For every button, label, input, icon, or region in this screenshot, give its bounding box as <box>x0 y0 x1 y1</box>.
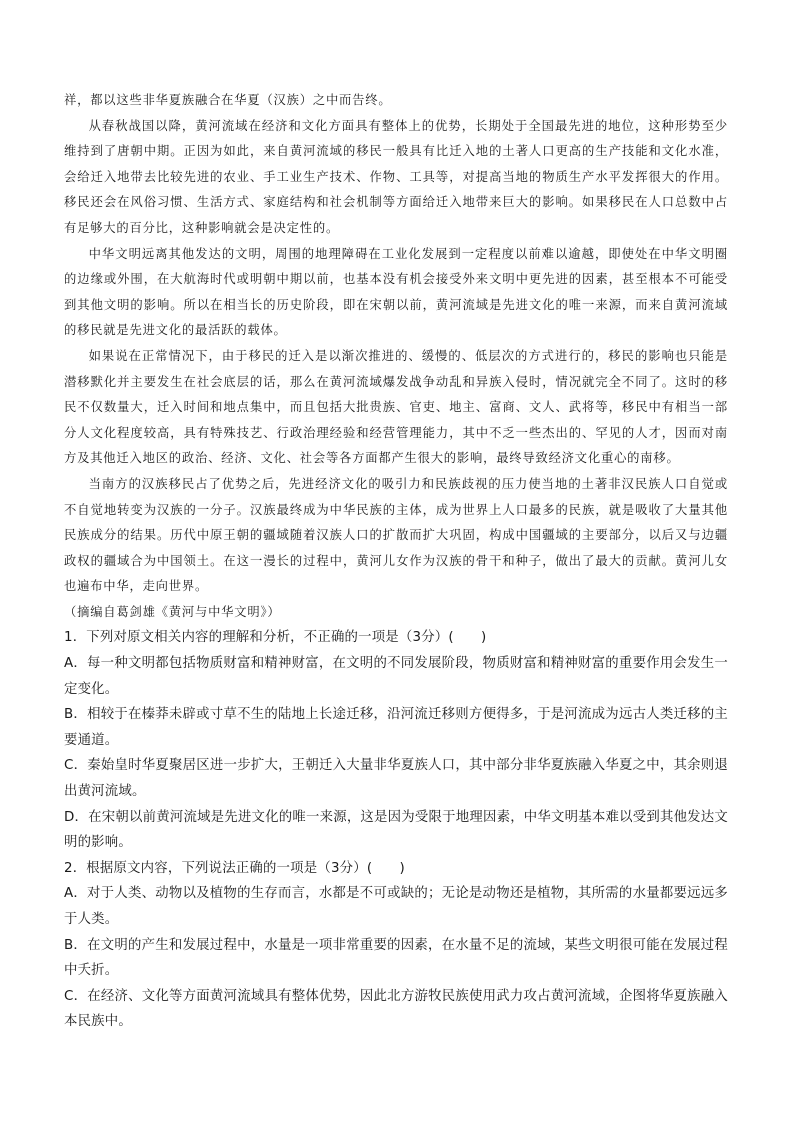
passage-source: （摘编自葛剑雄《黄河与中华文明》） <box>64 604 281 619</box>
passage-paragraph: 从春秋战国以降，黄河流域在经济和文化方面具有整体上的优势，长期处于全国最先进的地位，这种形势至少维持到了唐朝中期。正因为如此，来自黄河流域的移民一般具有比迁入地的土著人口更高的生产技能和文化水准，会给迁入地带去比较先进的农业、手工业生产技术、作物、工具等，对提高当地的物质生产水平发挥很大的作用。移民还会在风俗习惯、生活方式、家庭结构和社会机制等方面给迁入地带来巨大的影响。如果移民在人口总数中占有足够大的百分比，这种影响就会是决定性的。 <box>64 118 728 235</box>
passage-paragraph: 当南方的汉族移民占了优势之后，先进经济文化的吸引力和民族歧视的压力使当地的土著非汉民族人口自觉或不自觉地转变为汉族的一分子。汉族最终成为中华民族的主体，成为世界上人口最多的民族，就是吸收了大量其他民族成分的结果。历代中原王朝的疆域随着汉族人口的扩散而扩大巩固，构成中国疆域的主要部分，以后又与边疆政权的疆域合为中国领土。在这一漫长的过程中，黄河儿女作为汉族的骨干和种子，做出了最大的贡献。黄河儿女也遍布中华，走向世界。 <box>64 476 728 594</box>
question-option-a[interactable]: A．对于人类、动物以及植物的生存而言，水都是不可或缺的；无论是动物还是植物，其所需的水量都要远远多于人类。 <box>64 886 728 927</box>
question-option-c[interactable]: C．秦始皇时华夏聚居区进一步扩大，王朝迁入大量非华夏族人口，其中部分非华夏族融入华夏之中，其余则退出黄河流域。 <box>64 758 728 800</box>
passage-paragraph: 如果说在正常情况下，由于移民的迁入是以渐次推进的、缓慢的、低层次的方式进行的，移民的影响也只能是潜移默化并主要发生在社会底层的话，那么在黄河流域爆发战争动乱和异族入侵时，情况就完全不同了。这时的移民不仅数量大，迁入时间和地点集中，而且包括大批贵族、官吏、地主、富商、文人、武将等，移民中有相当一部分人文化程度较高，具有特殊技艺、行政治理经验和经营管理能力，其中不乏一些杰出的、罕见的人才，因而对南方及其他迁入地区的政治、经济、文化、社会等各方面都产生很大的影响，最终导致经济文化重心的南移。 <box>64 348 728 466</box>
passage-paragraph: 祥，都以这些非华夏族融合在华夏（汉族）之中而告终。 <box>64 93 392 107</box>
question-option-a[interactable]: A．每一种文明都包括物质财富和精神财富，在文明的不同发展阶段，物质财富和精神财富的重要作用会发生一定变化。 <box>64 656 728 697</box>
question-option-c[interactable]: C．在经济、文化等方面黄河流域具有整体优势，因此北方游牧民族使用武力攻占黄河流域，企图将华夏族融入本民族中。 <box>64 988 728 1030</box>
passage-paragraph: 中华文明远离其他发达的文明，周围的地理障碍在工业化发展到一定程度以前难以逾越，即使处在中华文明圈的边缘或外围，在大航海时代或明朝中期以前，也基本没有机会接受外来文明中更先进的因素，甚至根本不可能受到其他文明的影响。所以在相当长的历史阶段，即在宋朝以前，黄河流域是先进文化的唯一来源，而来自黄河流域的移民就是先进文化的最活跃的载体。 <box>64 246 728 338</box>
question-stem: 1．下列对原文相关内容的理解和分析，不正确的一项是（3分）( ) <box>64 630 487 646</box>
question-2 <box>64 856 728 1035</box>
question-option-b[interactable]: B．相较于在榛莽未辟或寸草不生的陆地上长途迁移，沿河流迁移则方便得多，于是河流成为远古人类迁移的主要通道。 <box>64 707 728 748</box>
document-page <box>64 88 728 1035</box>
question-option-b[interactable]: B．在文明的产生和发展过程中，水量是一项非常重要的因素，在水量不足的流域，某些文明很可能在发展过程中夭折。 <box>64 937 728 979</box>
question-stem: 2．根据原文内容，下列说法正确的一项是（3分）( ) <box>64 860 405 876</box>
reading-passage <box>64 88 728 625</box>
question-option-d[interactable]: D．在宋朝以前黄河流域是先进文化的唯一来源，这是因为受限于地理因素，中华文明基本难以受到其他发达文明的影响。 <box>64 809 728 851</box>
question-list <box>64 625 728 1035</box>
question-1 <box>64 625 728 855</box>
